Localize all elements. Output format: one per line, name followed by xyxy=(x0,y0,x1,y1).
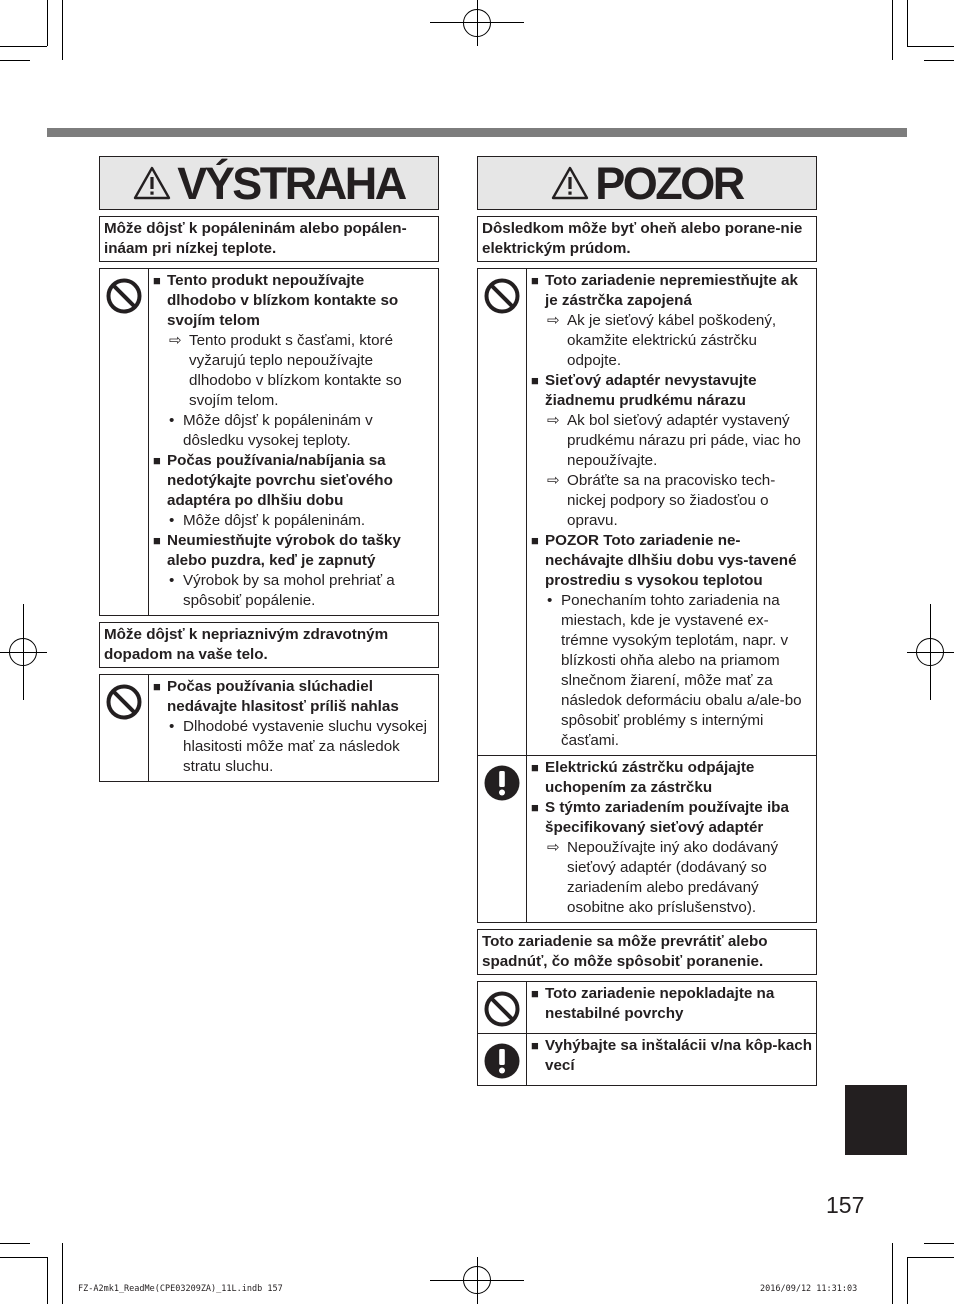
square-bullet-icon: ■ xyxy=(531,1038,539,1053)
row-content xyxy=(527,269,816,755)
bold-instruction xyxy=(531,798,814,838)
bold-instruction xyxy=(531,984,814,1024)
item-text: Ponechaním tohto zariadenia na miestach, kde je vystavené ex-trémne vysokým teplotám, napr. v blízkosti ohňa alebo na priamom slnečnom žiarení, môže mať za následok deformáciu obalu a/ale-bo spôsobiť problémy s internými časťami. xyxy=(561,592,802,749)
crop-mark xyxy=(907,1257,954,1258)
row-icon-cell xyxy=(478,269,527,755)
registration-circle xyxy=(463,1266,491,1294)
item-text: Nepoužívajte iný ako dodávaný sieťový adaptér (dodávaný so zariadením alebo predávaný osobitne ako príslušenstvo). xyxy=(567,839,779,916)
table-row xyxy=(478,1033,816,1085)
caution-title xyxy=(477,156,817,210)
row-content xyxy=(527,982,816,1033)
section-table xyxy=(99,268,439,616)
header-bar xyxy=(47,128,907,137)
row-icon-cell xyxy=(100,269,149,615)
arrow-note xyxy=(531,838,814,918)
dot-bullet-icon: • xyxy=(169,412,175,429)
bold-instruction xyxy=(153,451,436,511)
crop-mark xyxy=(924,60,954,61)
registration-circle xyxy=(463,9,491,37)
arrow-icon: ⇨ xyxy=(547,839,560,856)
prohibition-icon xyxy=(105,683,143,781)
item-text: Ak bol sieťový adaptér vystavený prudkému nárazu pri páde, viac ho nepoužívajte. xyxy=(567,412,801,469)
registration-circle xyxy=(916,638,944,666)
item-text: Tento produkt nepoužívajte dlhodobo v blízkom kontakte so svojím telom xyxy=(167,272,399,329)
table-row xyxy=(100,269,438,615)
item-text: Môže dôjsť k popáleninám v dôsledku vysokej teploty. xyxy=(183,412,373,449)
prohibition-icon xyxy=(483,990,521,1033)
item-text: Počas používania/nabíjania sa nedotýkajte povrchu sieťového adaptéra po dlhšiu dobu xyxy=(167,452,393,509)
arrow-icon: ⇨ xyxy=(547,412,560,429)
arrow-icon: ⇨ xyxy=(169,332,182,349)
square-bullet-icon: ■ xyxy=(153,679,161,694)
section-table xyxy=(477,268,817,923)
item-text: Toto zariadenie nepremiestňujte ak je zástrčka zapojená xyxy=(545,272,798,309)
section-header: Toto zariadenie sa môže prevrátiť alebo spadnúť, čo môže spôsobiť poranenie. xyxy=(477,929,817,975)
table-row xyxy=(478,982,816,1033)
arrow-note xyxy=(153,331,436,411)
item-text: Výrobok by sa mohol prehriať a spôsobiť popálenie. xyxy=(183,572,395,609)
section-table xyxy=(99,674,439,782)
bold-instruction xyxy=(153,271,436,331)
table-row xyxy=(478,755,816,922)
section-header: Môže dôjsť k popáleninám alebo popálen-ináam pri nízkej teplote. xyxy=(99,216,439,262)
dot-note xyxy=(153,717,436,777)
crop-mark xyxy=(62,1243,63,1304)
row-icon-cell xyxy=(100,675,149,781)
crop-mark xyxy=(0,1257,47,1258)
dot-bullet-icon: • xyxy=(169,718,175,735)
item-text: POZOR Toto zariadenie ne-nechávajte dlhšiu dobu vys-tavené prostrediu s vysokou teplotou xyxy=(545,532,797,589)
crop-mark xyxy=(907,1257,908,1304)
dot-bullet-icon: • xyxy=(169,572,175,589)
arrow-note xyxy=(531,411,814,471)
table-row xyxy=(478,269,816,755)
bold-instruction xyxy=(531,758,814,798)
row-icon-cell xyxy=(478,982,527,1033)
arrow-note xyxy=(531,311,814,371)
bold-instruction xyxy=(531,371,814,411)
item-text: Obráťte sa na pracovisko tech-nickej podpory so žiadosťou o opravu. xyxy=(567,472,776,529)
item-text: Elektrickú zástrčku odpájajte uchopením za zástrčku xyxy=(545,759,755,796)
square-bullet-icon: ■ xyxy=(153,453,161,468)
crop-mark xyxy=(907,0,908,46)
warning-triangle-icon xyxy=(551,166,589,200)
square-bullet-icon: ■ xyxy=(531,760,539,775)
item-text: Toto zariadenie nepokladajte na nestabilné povrchy xyxy=(545,985,775,1022)
dot-note xyxy=(153,511,436,531)
arrow-icon: ⇨ xyxy=(547,312,560,329)
prohibition-icon xyxy=(105,277,143,615)
side-tab xyxy=(845,1085,907,1155)
square-bullet-icon: ■ xyxy=(531,533,539,548)
item-text: Ak je sieťový kábel poškodený, okamžite elektrickú zástrčku odpojte. xyxy=(567,312,777,369)
square-bullet-icon: ■ xyxy=(531,800,539,815)
section-header: Môže dôjsť k nepriaznivým zdravotným dopadom na vaše telo. xyxy=(99,622,439,668)
row-content xyxy=(527,756,816,922)
item-text: Dlhodobé vystavenie sluchu vysokej hlasitosti môže mať za následok stratu sluchu. xyxy=(183,718,427,775)
item-text: S týmto zariadením používajte iba špecifikovaný sieťový adaptér xyxy=(545,799,789,836)
section-table xyxy=(477,981,817,1086)
row-icon-cell xyxy=(478,756,527,922)
item-text: Vyhýbajte sa inštalácii v/na kôp-kach vecí xyxy=(545,1037,813,1074)
square-bullet-icon: ■ xyxy=(531,986,539,1001)
dot-note xyxy=(153,571,436,611)
bold-instruction xyxy=(531,271,814,311)
square-bullet-icon: ■ xyxy=(531,273,539,288)
dot-bullet-icon: • xyxy=(169,512,175,529)
footer-file: FZ-A2mk1_ReadMe(CPE03209ZA)_11L.indb 157 xyxy=(78,1284,283,1294)
square-bullet-icon: ■ xyxy=(531,373,539,388)
row-content xyxy=(149,269,438,615)
warning-column xyxy=(99,156,439,782)
warning-title-text: VÝSTRAHA xyxy=(177,157,405,209)
row-content xyxy=(527,1034,816,1085)
square-bullet-icon: ■ xyxy=(153,273,161,288)
row-content xyxy=(149,675,438,781)
crop-mark xyxy=(0,1243,30,1244)
footer-date: 2016/09/12 11:31:03 xyxy=(760,1284,858,1294)
item-text: Počas používania slúchadiel nedávajte hlasitosť príliš nahlas xyxy=(167,678,399,715)
item-text: Môže dôjsť k popáleninám. xyxy=(183,512,366,529)
item-text: Tento produkt s časťami, ktoré vyžarujú teplo nepoužívajte dlhodobo v blízkom kontakte so svojím telom. xyxy=(189,332,402,409)
crop-mark xyxy=(0,60,30,61)
section-header: Dôsledkom môže byť oheň alebo porane-nie elektrickým prúdom. xyxy=(477,216,817,262)
crop-mark xyxy=(47,0,48,46)
warning-triangle-icon xyxy=(133,166,171,200)
crop-mark xyxy=(47,1257,48,1304)
caution-title-text: POZOR xyxy=(595,157,743,209)
bold-instruction xyxy=(153,531,436,571)
row-icon-cell xyxy=(478,1034,527,1085)
crop-mark xyxy=(0,46,47,47)
item-text: Sieťový adaptér nevystavujte žiadnemu prudkému nárazu xyxy=(545,372,757,409)
dot-note xyxy=(153,411,436,451)
square-bullet-icon: ■ xyxy=(153,533,161,548)
bold-instruction xyxy=(531,531,814,591)
table-row xyxy=(100,675,438,781)
crop-mark xyxy=(924,1243,954,1244)
warning-title xyxy=(99,156,439,210)
mandatory-icon xyxy=(483,764,521,922)
bold-instruction xyxy=(531,1036,814,1076)
registration-circle xyxy=(9,638,37,666)
crop-mark xyxy=(892,1243,893,1304)
crop-mark xyxy=(892,0,893,60)
dot-note xyxy=(531,591,814,751)
mandatory-icon xyxy=(483,1042,521,1085)
dot-bullet-icon: • xyxy=(547,592,553,609)
bold-instruction xyxy=(153,677,436,717)
caution-column xyxy=(477,156,817,1086)
page-number: 157 xyxy=(826,1192,865,1218)
crop-mark xyxy=(907,46,954,47)
arrow-note xyxy=(531,471,814,531)
crop-mark xyxy=(62,0,63,60)
prohibition-icon xyxy=(483,277,521,755)
item-text: Neumiestňujte výrobok do tašky alebo puzdra, keď je zapnutý xyxy=(167,532,401,569)
arrow-icon: ⇨ xyxy=(547,472,560,489)
